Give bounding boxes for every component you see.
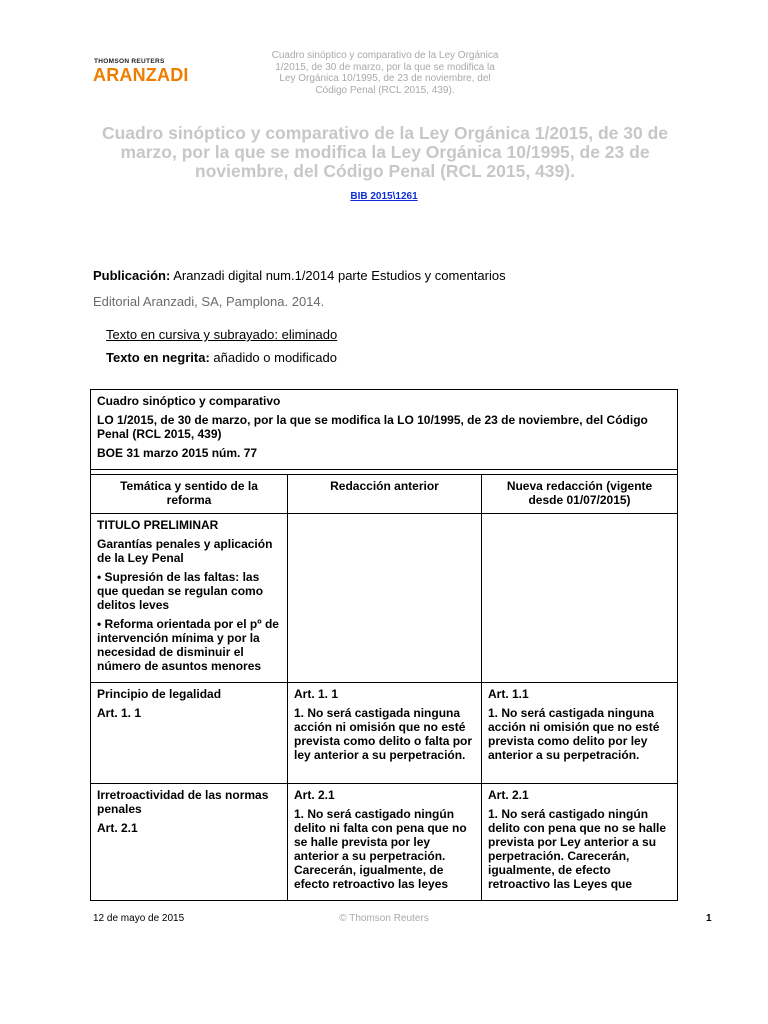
cell-text: Art. 2.1 [97, 821, 138, 835]
table-cell-new [482, 784, 678, 901]
editorial-line: Editorial Aranzadi, SA, Pamplona. 2014. [93, 294, 325, 309]
cell-text: Art. 2.1 [294, 788, 335, 802]
column-header-topic: Temática y sentido de la reforma [91, 475, 288, 514]
legend-added-value: añadido o modificado [209, 350, 337, 365]
cell-text: Art. 2.1 [488, 788, 529, 802]
column-header-row [91, 475, 678, 514]
table-header-row [91, 390, 678, 470]
table-row [91, 784, 678, 901]
cell-text: 1. No será castigado ningún delito ni falta con pena que no se halle prevista por ley anterior a su perpetración. Carecerán, igualmente, de efecto retroactivo las leyes [294, 807, 467, 891]
column-header-new: Nueva redacción (vigente desde 01/07/2015) [482, 475, 678, 514]
table-header-line: BOE 31 marzo 2015 núm. 77 [97, 446, 258, 460]
table-row [91, 683, 678, 784]
column-header-previous: Redacción anterior [288, 475, 482, 514]
cell-text: 1. No será castigado ningún delito con pena que no se halle prevista por Ley anterior a su perpetración. Carecerán, igualmente, de efecto retroactivo las Leyes que [488, 807, 667, 891]
running-title: Cuadro sinóptico y comparativo de la Ley Orgánica 1/2015, de 30 de marzo, por la que se modifica la Ley Orgánica 10/1995, de 23 de noviembre, del Código Penal (RCL 2015, 439). [271, 50, 499, 96]
cell-text: Art. 1.1 [488, 687, 529, 701]
page-title: Cuadro sinóptico y comparativo de la Ley Orgánica 1/2015, de 30 de marzo, por la que se modifica la Ley Orgánica 10/1995, de 23 de noviembre, del Código Penal (RCL 2015, 439). [101, 123, 669, 181]
table-cell-topic [91, 683, 288, 784]
table-cell-previous [288, 514, 482, 683]
footer-copyright: © Thomson Reuters [339, 913, 429, 924]
table-cell-previous [288, 683, 482, 784]
cell-text: • Reforma orientada por el pº de intervención mínima y por la necesidad de disminuir el número de asuntos menores [97, 617, 279, 673]
table-row [91, 514, 678, 683]
brand-logo: ARANZADI [93, 65, 189, 85]
cell-text: Garantías penales y aplicación de la Ley Penal [97, 537, 273, 565]
comparison-table [90, 389, 678, 901]
publication-value: Aranzadi digital num.1/2014 parte Estudios y comentarios [170, 268, 506, 283]
cell-text: 1. No será castigada ninguna acción ni omisión que no esté prevista como delito o falta por ley anterior a su perpetración. [294, 706, 473, 762]
cell-text: Irretroactividad de las normas penales [97, 788, 269, 816]
table-cell-new [482, 514, 678, 683]
legend-added-label: Texto en negrita: [106, 350, 210, 365]
cell-text: Art. 1. 1 [97, 706, 142, 720]
publication-line [93, 268, 506, 283]
bib-reference-link[interactable]: BIB 2015\1261 [350, 191, 418, 202]
publication-label: Publicación: [93, 268, 171, 283]
cell-text: TITULO PRELIMINAR [97, 518, 219, 532]
cell-text: Principio de legalidad [97, 687, 222, 701]
page-number: 1 [706, 913, 712, 924]
table-header-cell [91, 390, 678, 470]
table-cell-topic [91, 784, 288, 901]
cell-text: Art. 1. 1 [294, 687, 339, 701]
table-cell-topic [91, 514, 288, 683]
table-header-line: Cuadro sinóptico y comparativo [97, 394, 281, 408]
brand-small-text: THOMSON REUTERS [94, 58, 165, 65]
legend-added [106, 350, 337, 365]
table-header-line: LO 1/2015, de 30 de marzo, por la que se modifica la LO 10/1995, de 23 de noviembre, del Código Penal (RCL 2015, 439) [97, 413, 648, 441]
footer-date: 12 de mayo de 2015 [93, 913, 185, 924]
table-cell-previous [288, 784, 482, 901]
table-cell-new [482, 683, 678, 784]
legend-deleted: Texto en cursiva y subrayado: eliminado [106, 327, 338, 342]
cell-text: • Supresión de las faltas: las que quedan se regulan como delitos leves [97, 570, 264, 612]
cell-text: 1. No será castigada ninguna acción ni omisión que no esté prevista como delito por ley anterior a su perpetración. [488, 706, 660, 762]
